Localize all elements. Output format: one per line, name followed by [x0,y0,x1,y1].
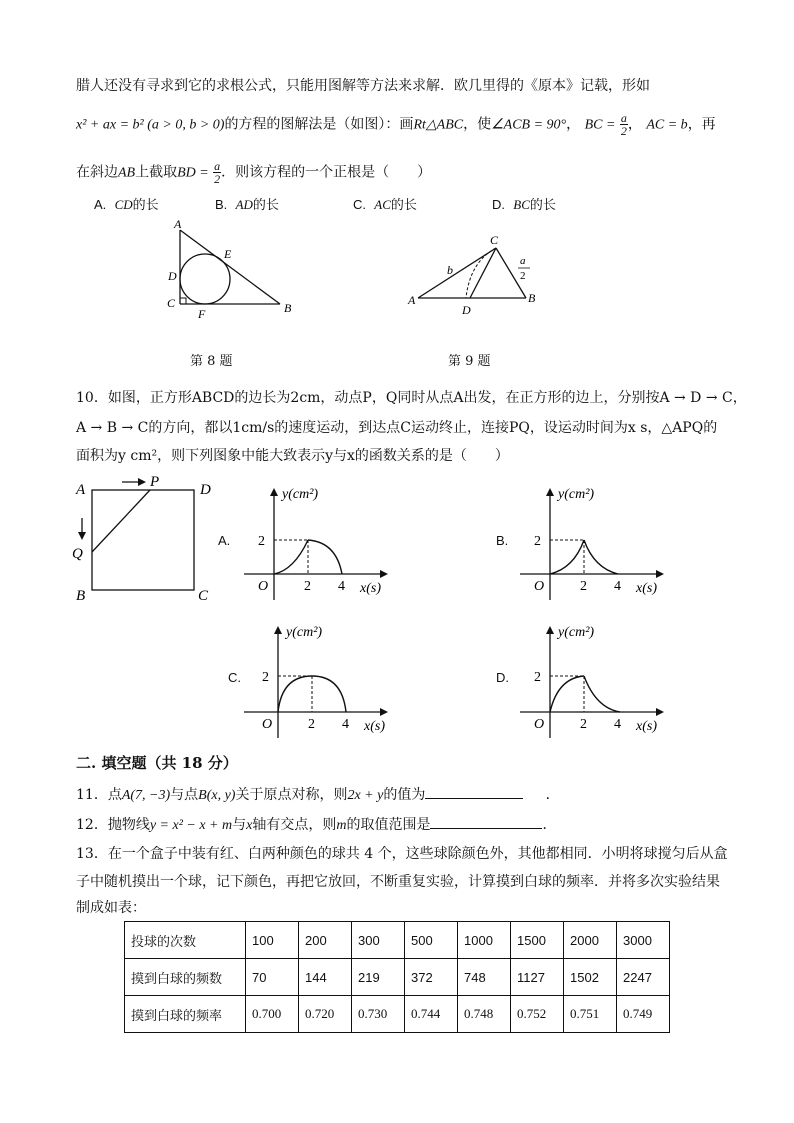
table-cell: 0.752 [511,996,564,1033]
q9-line3-start: 在斜边 [76,164,118,181]
q10-graph-d[interactable] [512,618,672,746]
q9-bc: BC = [584,117,616,133]
table-cell: 200 [299,922,352,959]
table-cell: 144 [299,959,352,996]
fig8-label-a: A [174,217,182,231]
table-cell: 748 [458,959,511,996]
graph-x-label: x(s) [360,581,381,596]
frac-num: a [620,111,627,125]
q11-tail: ． [545,787,560,803]
table-cell: 300 [352,922,405,959]
table-row [125,996,670,1033]
option-var: CD [114,197,133,212]
q12-m: m [336,818,347,833]
q12-mid: 与 [232,817,247,833]
fig8-incircle [180,254,230,304]
graph-origin: O [262,717,273,732]
q9-line3-end: ．则该方程的一个正根是（ ） [221,164,432,181]
q9-option-c[interactable] [353,194,417,213]
option-letter: A. [94,197,107,212]
q9-line1: 腊人还没有寻求到它的求根公式，只能用图解等方法来求解．欧几里得的《原本》记载，形如 [76,78,650,94]
q9-line2: x² + ax = b² (a > 0, b > 0)的方程的图解法是（如图）：画Rt△ABC，使∠ACB = 90°， BC = $\frac{a}{2}$ ， AC = b，再 [76,111,716,138]
table-row-header: 摸到白球的频率 [125,996,246,1033]
q12-answer-blank[interactable] [430,814,542,829]
q9-line3 [76,160,431,185]
table-cell: 0.720 [299,996,352,1033]
q11-expr: 2x + y [347,788,384,803]
q12-tail: ． [542,817,557,833]
q9-angle: ∠ACB = 90° [491,117,567,133]
option-var: AC [374,197,391,212]
fig9-label-a: A [408,293,416,307]
fig9-label-b: B [528,291,536,305]
frac-den: 2 [214,172,221,186]
q13-line1: 13．在一个盒子中装有红、白两种颜色的球共 4 个，这些球除颜色外，其他都相同．小明将球搅匀后从盒 [76,846,728,862]
table-cell: 1500 [511,922,564,959]
q11-mid: 与点 [170,787,199,803]
frac-num: a [214,159,221,173]
q10-line2: A → B → C的方向，都以1cm/s的速度运动，到达点C运动终止，连接PQ，设运动时间为x s，△APQ的 [76,420,718,436]
q9-line2-mid: 的方程的图解法是（如图）：画 [224,116,414,133]
table-cell: 100 [246,922,299,959]
graph-curve-rise [274,540,308,574]
q10-label-q: Q [72,546,83,562]
q11-point-a: A(7, −3) [121,788,171,803]
q9-frac-bc [620,112,628,137]
q11-point-b: B(x, y) [198,788,236,803]
option-letter: C. [353,197,366,212]
q10-label-d: D [200,482,211,498]
option-var: BC [513,197,530,212]
q9-line2-end: ，再 [687,116,716,133]
q12 [76,814,556,836]
fig8-label-b: B [284,301,292,315]
q9-triangle: Rt△ABC [413,117,464,133]
q10-option-a-letter[interactable]: A. [218,533,231,548]
q10-graph-a[interactable] [236,480,396,608]
graph-y-label: y(cm²) [282,487,319,502]
q10-graph-b[interactable] [512,480,672,608]
fig8-right-angle [180,298,186,304]
table-cell: 0.730 [352,996,405,1033]
q11-mid2: 关于原点对称，则 [235,787,348,803]
q10-arrow-right-head [138,478,146,486]
table-cell: 0.700 [246,996,299,1033]
table-cell: 70 [246,959,299,996]
graph-x-label: x(s) [364,719,385,734]
option-text: 的长 [252,198,279,213]
q9-ab: AB [118,165,136,181]
q9-equation: x² + ax = b² (a > 0, b > 0) [76,117,225,133]
q10-line3: 面积为y cm²，则下列图象中能大致表示y与x的函数关系的是（ ） [76,448,509,464]
table-row [125,959,670,996]
graph-y-tick: 2 [262,670,269,685]
q10-label-a: A [76,482,86,498]
fig9-label-b-side: b [447,263,453,277]
graph-y-label: y(cm²) [286,625,323,640]
table-cell: 2000 [564,922,617,959]
fig8-label-c: C [167,296,176,310]
table-cell: 0.748 [458,996,511,1033]
q9-ac: AC = b [646,117,688,133]
graph-y-tick: 2 [258,534,265,549]
graph-curve-fall [584,540,618,574]
graph-y-tick: 2 [534,670,541,685]
table-cell: 0.751 [564,996,617,1033]
graph-y-arrow [270,488,278,496]
graph-x-tick-4: 4 [614,579,621,594]
option-text: 的长 [132,198,159,213]
q12-mid2: 轴有交点，则 [252,817,337,833]
q10-label-b: B [76,588,86,604]
table-cell: 3000 [617,922,670,959]
figure-8 [160,212,310,322]
q9-bd: BD = [177,165,209,181]
q10-option-c-letter[interactable]: C. [228,670,241,685]
graph-x-arrow [380,708,388,716]
q10-square-figure [70,470,220,606]
q13-frequency-table [124,921,670,1033]
graph-y-tick: 2 [534,534,541,549]
graph-origin: O [534,579,545,594]
q10-segment-pq [92,490,150,552]
fig8-label-e: E [224,247,232,261]
q9-line2-make: ，使 [463,116,492,133]
q11-end: 的值为 [383,787,426,803]
table-cell: 1000 [458,922,511,959]
fig9-side-ac [418,248,496,298]
q13-line3: 制成如表： [76,900,146,916]
table-cell: 372 [405,959,458,996]
fig9-label-a-side: a [520,255,526,267]
q10-label-c: C [198,588,209,604]
fig9-label-two: 2 [520,270,526,282]
graph-y-arrow [274,626,282,634]
graph-y-arrow [546,626,554,634]
q10-option-d-letter[interactable]: D. [496,670,509,685]
q12-start: 12．抛物线 [76,817,150,833]
table-cell: 2247 [617,959,670,996]
graph-x-tick-2: 2 [580,717,587,732]
table-row-header: 摸到白球的频数 [125,959,246,996]
graph-origin: O [258,579,269,594]
graph-x-tick-2: 2 [308,717,315,732]
q12-end: 的取值范围是 [346,817,431,833]
graph-curve-fall [584,676,620,712]
graph-y-label: y(cm²) [558,487,595,502]
graph-x-tick-4: 4 [338,579,345,594]
table-row-header: 投球的次数 [125,922,246,959]
q10-graph-c[interactable] [236,618,396,746]
figure-9-caption: 第 9 题 [448,354,491,369]
option-letter: B. [215,197,228,212]
table-cell: 219 [352,959,405,996]
graph-curve-rise [550,540,584,574]
q10-line1: 10．如图，正方形ABCD的边长为2cm，动点P，Q同时从点A出发，在正方形的边上，分别按A → D → C， [76,390,747,406]
fig9-label-c: C [490,233,499,247]
q13-line2: 子中随机摸出一个球，记下颜色，再把它放回，不断重复实验，计算摸到白球的频率．并将多次实验结果 [76,874,720,890]
table-cell: 1127 [511,959,564,996]
q9-line3-mid: 上截取 [135,164,178,181]
graph-origin: O [534,717,545,732]
q11-start: 11．点 [76,787,122,803]
option-letter: D. [492,197,505,212]
fig8-side-ab [180,230,280,304]
q12-expr: y = x² − x + m [149,818,233,833]
graph-y-label: y(cm²) [558,625,595,640]
graph-x-arrow [380,570,388,578]
q9-frac-bd [213,160,221,185]
graph-curve-fall [308,540,342,574]
fig9-label-d: D [462,303,471,317]
graph-x-tick-2: 2 [304,579,311,594]
table-row [125,922,670,959]
graph-x-tick-2: 2 [580,579,587,594]
q9-option-d[interactable] [492,194,556,213]
figure-8-caption: 第 8 题 [190,354,233,369]
q11-answer-blank[interactable] [425,784,523,799]
graph-x-tick-4: 4 [342,717,349,732]
option-text: 的长 [390,198,417,213]
option-var: AD [235,197,253,212]
table-cell: 500 [405,922,458,959]
graph-x-arrow [656,708,664,716]
q10-label-p: P [150,474,160,490]
figure-9 [400,228,550,320]
q10-arrow-down-head [78,532,86,540]
graph-y-arrow [546,488,554,496]
table-cell: 0.749 [617,996,670,1033]
fig9-segment-cd [470,248,496,298]
q9-option-a[interactable] [94,194,159,213]
table-cell: 0.744 [405,996,458,1033]
graph-x-label: x(s) [636,581,657,596]
fig8-label-d: D [168,269,177,283]
graph-x-arrow [656,570,664,578]
section-2-title: 二. 填空题（共 18 分） [76,754,238,772]
fig8-label-f: F [198,307,206,321]
q9-option-b[interactable] [215,194,279,213]
option-text: 的长 [529,198,556,213]
graph-curve-rise [550,676,584,712]
q10-square [92,490,194,590]
q10-option-b-letter[interactable]: B. [496,533,509,548]
table-cell: 1502 [564,959,617,996]
frac-den: 2 [620,124,627,138]
q11 [76,784,560,806]
q12-x: x [246,818,253,833]
graph-x-tick-4: 4 [614,717,621,732]
graph-x-label: x(s) [636,719,657,734]
